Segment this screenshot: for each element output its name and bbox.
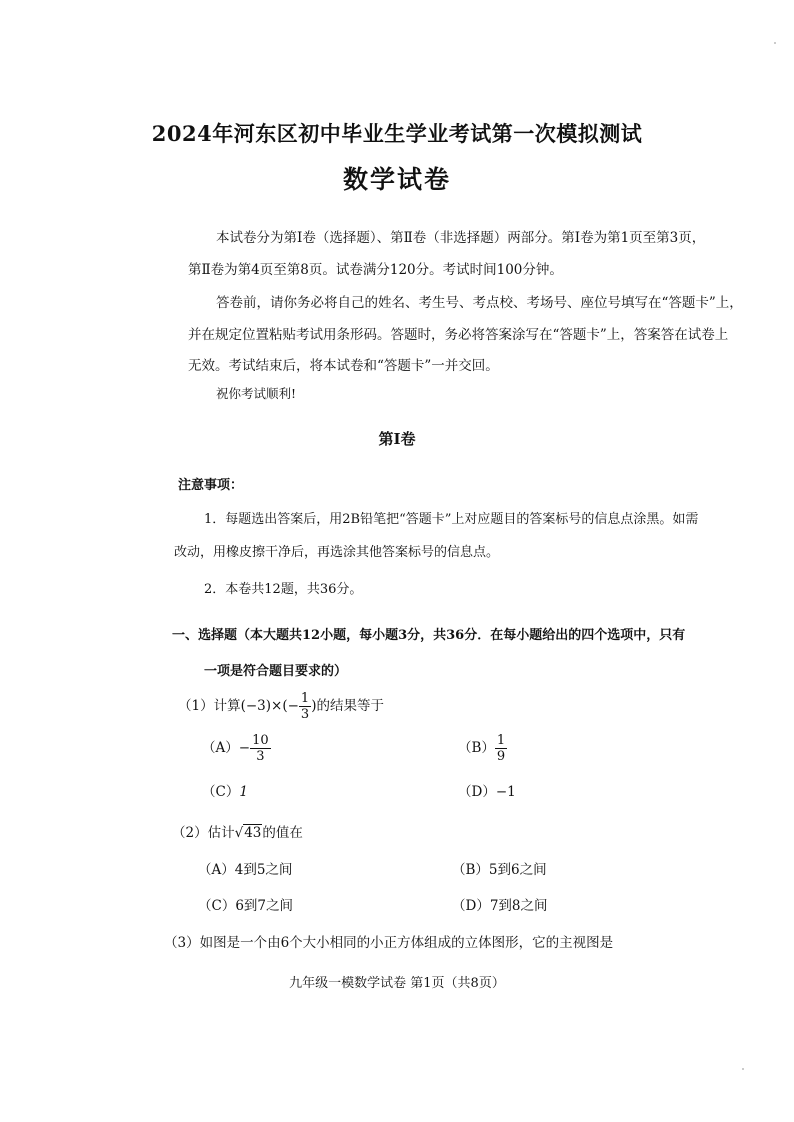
- q1-d-label: （D）: [458, 784, 496, 800]
- q2-suffix: 的值在: [262, 825, 303, 841]
- notes-title: 注意事项：: [178, 478, 244, 493]
- q2-radicand: 43: [244, 825, 262, 841]
- q1-a-fraction: [250, 734, 271, 763]
- page-footer: 九年级一模数学试卷 第1页（共8页）: [289, 976, 505, 991]
- scan-speck: [774, 42, 776, 44]
- q1-a-sign: −: [238, 740, 251, 756]
- part1-heading-line-2: 一项是符合题目要求的）: [204, 664, 348, 679]
- q1-fraction: [299, 692, 311, 721]
- q1-option-c: [202, 780, 248, 800]
- q1-c-value: 1: [239, 784, 248, 800]
- q1-option-a: [202, 734, 271, 763]
- q1-b-num: 1: [496, 733, 506, 748]
- q1-option-d: [458, 780, 516, 800]
- q1-suffix: 的结果等于: [316, 698, 384, 714]
- q1-b-fraction: [495, 734, 507, 763]
- q1-expr-after: ): [311, 698, 317, 714]
- wish-text: 祝你考试顺利!: [216, 386, 297, 401]
- intro-line-4: 并在规定位置粘贴考试用条形码。答题时，务必将答案涂写在“答题卡”上，答案答在试卷上: [188, 327, 729, 343]
- q2-option-d: （D）7到8之间: [452, 898, 548, 914]
- q1-d-value: −1: [495, 784, 516, 800]
- scan-speck: [742, 1068, 744, 1070]
- question-3: （3）如图是一个由6个大小相同的小正方体组成的立体图形，它的主视图是: [164, 935, 614, 951]
- note-2: 2．本卷共12题，共36分。: [204, 582, 363, 597]
- intro-line-3: 答卷前，请你务必将自己的姓名、考生号、考点校、考场号、座位号填写在“答题卡”上，: [216, 295, 743, 311]
- q2-option-b: （B）5到6之间: [452, 862, 547, 878]
- exam-subtitle: 数学试卷: [342, 165, 451, 194]
- q2-sqrt: √43: [234, 825, 262, 841]
- q1-prefix: （1）计算: [178, 698, 241, 714]
- question-2: [172, 821, 303, 841]
- q2-option-c: （C）6到7之间: [198, 898, 294, 914]
- q1-a-num: 10: [252, 733, 269, 748]
- section-heading: 第Ⅰ卷: [378, 430, 416, 448]
- intro-line-2: 第Ⅱ卷为第4页至第8页。试卷满分120分。考试时间100分钟。: [188, 262, 563, 278]
- q1-option-b: [458, 734, 507, 763]
- note-1-line-1: 1．每题选出答案后，用2B铅笔把“答题卡”上对应题目的答案标号的信息点涂黑。如需: [204, 512, 699, 527]
- q2-prefix: （2）估计: [172, 825, 235, 841]
- intro-line-1: 本试卷分为第Ⅰ卷（选择题）、第Ⅱ卷（非选择题）两部分。第Ⅰ卷为第1页至第3页，: [216, 230, 706, 246]
- exam-title: 2024年河东区初中毕业生学业考试第一次模拟测试: [151, 121, 643, 146]
- q1-b-label: （B）: [458, 740, 495, 756]
- q1-a-label: （A）: [202, 740, 239, 756]
- q1-expr-before: (−3)×(−: [240, 698, 299, 714]
- question-1: [178, 692, 384, 721]
- q1-c-label: （C）: [202, 784, 240, 800]
- q1-a-den: 3: [256, 749, 265, 764]
- part1-heading-line-1: 一、选择题（本大题共12小题，每小题3分，共36分．在每小题给出的四个选项中，只有: [172, 628, 686, 643]
- q1-frac-den: 3: [300, 707, 310, 722]
- q2-option-a: （A）4到5之间: [198, 862, 293, 878]
- q1-frac-num: 1: [300, 691, 310, 706]
- q1-b-den: 9: [496, 749, 506, 764]
- intro-line-5: 无效。考试结束后，将本试卷和“答题卡”一并交回。: [188, 358, 499, 374]
- note-1-line-2: 改动，用橡皮擦干净后，再选涂其他答案标号的信息点。: [174, 545, 500, 560]
